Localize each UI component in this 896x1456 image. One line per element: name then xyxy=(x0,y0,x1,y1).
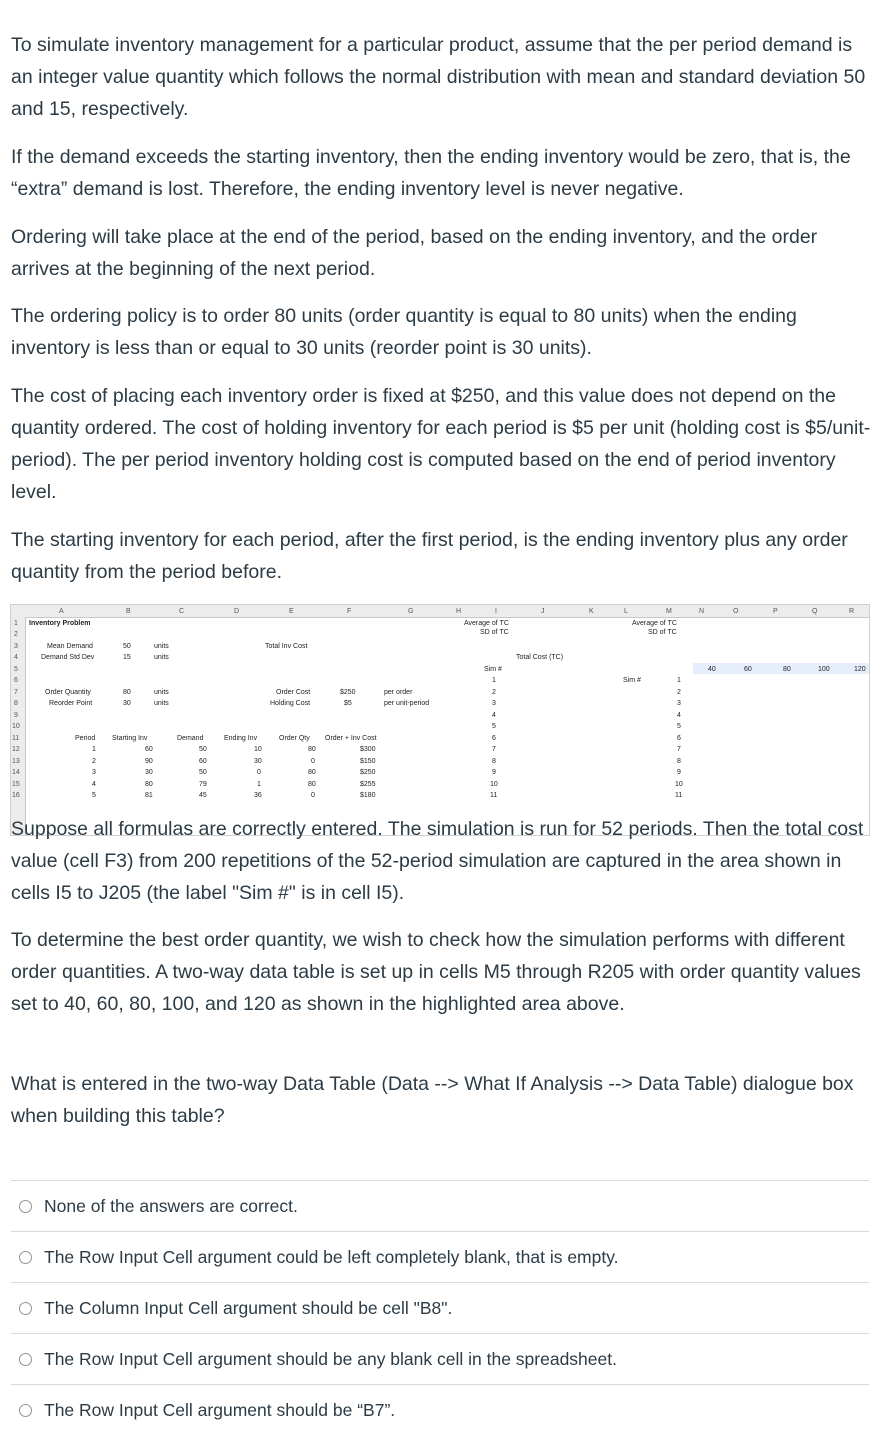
col-letter: O xyxy=(733,608,739,615)
row-number: 16 xyxy=(12,792,20,799)
radio-icon[interactable] xyxy=(19,1353,32,1366)
table-cell: 60 xyxy=(199,758,207,765)
reorder-point-value: 30 xyxy=(123,700,131,707)
sim-number: 4 xyxy=(492,712,496,719)
sim-number: 3 xyxy=(492,700,496,707)
col-letter: A xyxy=(59,608,64,615)
answer-label: The Column Input Cell argument should be cell "B8". xyxy=(44,1297,453,1318)
col-letter: B xyxy=(126,608,131,615)
sim-number: 10 xyxy=(490,781,498,788)
sd-tc-label-2: SD of TC xyxy=(648,629,677,636)
table-cell: $150 xyxy=(360,758,376,765)
col-letter: N xyxy=(699,608,705,615)
sim-number-label-2: Sim # xyxy=(623,677,641,684)
order-qty-header: 40 xyxy=(708,666,716,673)
table-cell: 4 xyxy=(92,781,96,788)
table-cell: 80 xyxy=(308,769,316,776)
radio-icon[interactable] xyxy=(19,1251,32,1264)
mean-demand-label: Mean Demand xyxy=(47,643,93,650)
row-number: 6 xyxy=(14,677,18,684)
sd-tc-label: SD of TC xyxy=(480,629,509,636)
answer-label: The Row Input Cell argument should be “B7”. xyxy=(44,1399,396,1420)
row-number: 11 xyxy=(12,735,20,742)
total-inv-cost-label: Total Inv Cost xyxy=(265,643,308,650)
row-number: 4 xyxy=(14,654,18,661)
mean-demand-value: 50 xyxy=(123,643,131,650)
radio-icon[interactable] xyxy=(19,1404,32,1417)
radio-icon[interactable] xyxy=(19,1302,32,1315)
table-cell: $300 xyxy=(360,746,376,753)
col-letter: R xyxy=(849,608,855,615)
sim-number-2: 5 xyxy=(677,723,681,730)
spreadsheet-image xyxy=(10,604,870,836)
sim-number-2: 10 xyxy=(675,781,683,788)
table-header-demand: Demand xyxy=(177,735,204,742)
row-number: 13 xyxy=(12,758,20,765)
sim-number-2: 11 xyxy=(675,792,683,799)
question-paragraph-1: To simulate inventory management for a particular product, assume that the per period demand is an integer value quantity which follows the normal distribution with mean and standard deviation 50 and 15, respectively. xyxy=(11,34,866,120)
table-header-period: Period xyxy=(75,735,96,742)
table-header-ending-inv: Ending Inv xyxy=(224,735,258,742)
table-cell: 2 xyxy=(92,758,96,765)
table-cell: 50 xyxy=(199,746,207,753)
sheet-title: Inventory Problem xyxy=(29,620,91,627)
row-number: 1 xyxy=(14,620,18,627)
question-paragraph-6: The starting inventory for each period, after the first period, is the ending inventory plus any order quantity from the period before. xyxy=(11,529,848,583)
col-letter: E xyxy=(289,608,294,615)
answer-label: The Row Input Cell argument could be left completely blank, that is empty. xyxy=(44,1246,619,1267)
avg-tc-label: Average of TC xyxy=(464,620,509,627)
table-cell: $255 xyxy=(360,781,376,788)
question-paragraph-7: Suppose all formulas are correctly entered. The simulation is run for 52 periods. Then the total cost value (cell F3) from 200 repetitions of the 52-period simulation are captured in the area shown in cells I5 to J205 (the label "Sim #" is in cell I5). xyxy=(11,818,864,904)
row-number: 3 xyxy=(14,643,18,650)
sim-number-2: 4 xyxy=(677,712,681,719)
sim-number-label: Sim # xyxy=(484,666,502,673)
sim-number-2: 9 xyxy=(677,769,681,776)
col-letter: M xyxy=(666,608,672,615)
col-letter: H xyxy=(456,608,462,615)
table-header-starting-inv: Starting Inv xyxy=(112,735,148,742)
table-cell: 36 xyxy=(254,792,262,799)
col-letter: I xyxy=(495,608,497,615)
order-quantity-label: Order Quantity xyxy=(45,689,91,696)
order-qty-header: 100 xyxy=(818,666,830,673)
row-number: 5 xyxy=(14,666,18,673)
answer-option-2[interactable] xyxy=(11,1231,869,1282)
reorder-point-label: Reorder Point xyxy=(49,700,93,707)
table-cell: 80 xyxy=(308,746,316,753)
sim-number: 9 xyxy=(492,769,496,776)
avg-tc-label-2: Average of TC xyxy=(632,620,677,627)
table-cell: 0 xyxy=(257,769,261,776)
table-cell: $250 xyxy=(360,769,376,776)
sim-number: 6 xyxy=(492,735,496,742)
col-letter: J xyxy=(541,608,545,615)
table-cell: 81 xyxy=(145,792,153,799)
table-cell: 5 xyxy=(92,792,96,799)
sim-number: 5 xyxy=(492,723,496,730)
question-paragraph-3: Ordering will take place at the end of the period, based on the ending inventory, and the order arrives at the beginning of the next period. xyxy=(11,226,818,280)
table-cell: 10 xyxy=(254,746,262,753)
table-cell: 80 xyxy=(308,781,316,788)
row-number: 14 xyxy=(12,769,20,776)
order-qty-header: 120 xyxy=(854,666,866,673)
col-letter: C xyxy=(179,608,185,615)
sim-number-2: 8 xyxy=(677,758,681,765)
table-cell: 0 xyxy=(311,792,315,799)
std-dev-value: 15 xyxy=(123,654,131,661)
answer-option-1[interactable] xyxy=(11,1180,869,1231)
sim-number: 1 xyxy=(492,677,496,684)
question-paragraph-2: If the demand exceeds the starting inventory, then the ending inventory would be zero, that is, the “extra” demand is lost. Therefore, the ending inventory level is never negative. xyxy=(11,146,851,200)
sim-number-2: 1 xyxy=(677,677,681,684)
std-dev-unit: units xyxy=(154,654,169,661)
table-header-order-qty: Order Qty xyxy=(279,735,310,742)
table-cell: 30 xyxy=(254,758,262,765)
row-number: 8 xyxy=(14,700,18,707)
order-quantity-unit: units xyxy=(154,689,169,696)
row-number: 7 xyxy=(14,689,18,696)
table-cell: 80 xyxy=(145,781,153,788)
radio-icon[interactable] xyxy=(19,1200,32,1213)
answer-label: None of the answers are correct. xyxy=(44,1195,298,1216)
table-cell: 1 xyxy=(92,746,96,753)
table-cell: 1 xyxy=(257,781,261,788)
table-cell: 30 xyxy=(145,769,153,776)
question-paragraph-4: The ordering policy is to order 80 units (order quantity is equal to 80 units) when the ending inventory is less than or equal to 30 units (reorder point is 30 units). xyxy=(11,305,797,359)
answer-option-3[interactable] xyxy=(11,1282,869,1333)
row-number: 10 xyxy=(12,723,20,730)
col-letter: Q xyxy=(812,608,818,615)
question-paragraph-5: The cost of placing each inventory order is fixed at $250, and this value does not depend on the quantity ordered. The cost of holding inventory for each period is $5 per unit (holding cost is $5/unit-period). The per period inventory holding cost is computed based on the end of period inventory level. xyxy=(11,385,871,503)
order-quantity-value: 80 xyxy=(123,689,131,696)
table-cell: 60 xyxy=(145,746,153,753)
order-qty-header: 60 xyxy=(744,666,752,673)
row-number: 12 xyxy=(12,746,20,753)
sim-number: 7 xyxy=(492,746,496,753)
row-number: 9 xyxy=(14,712,18,719)
col-letter: D xyxy=(234,608,240,615)
order-cost-label: Order Cost xyxy=(276,689,311,696)
question-paragraph-8: To determine the best order quantity, we wish to check how the simulation performs with different order quantities. A two-way data table is set up in cells M5 through R205 with order quantity values set to 40, 60, 80, 100, and 120 as shown in the highlighted area above. xyxy=(11,929,861,1015)
col-letter: K xyxy=(589,608,594,615)
question-prompt: What is entered in the two-way Data Table (Data --> What If Analysis --> Data Table) dialogue box when building this table? xyxy=(11,1073,854,1127)
column-header-bar xyxy=(11,605,869,618)
sim-number: 8 xyxy=(492,758,496,765)
answer-list xyxy=(11,1180,869,1435)
sim-number: 11 xyxy=(490,792,498,799)
holding-cost-unit: per unit-period xyxy=(384,700,430,707)
total-cost-tc-label: Total Cost (TC) xyxy=(516,654,564,661)
col-letter: P xyxy=(773,608,778,615)
answer-option-5[interactable] xyxy=(11,1384,869,1435)
col-letter: L xyxy=(624,608,628,615)
mean-demand-unit: units xyxy=(154,643,169,650)
order-qty-highlight xyxy=(693,663,869,674)
col-letter: F xyxy=(347,608,352,615)
sim-number-2: 6 xyxy=(677,735,681,742)
col-letter: G xyxy=(408,608,414,615)
table-cell: 50 xyxy=(199,769,207,776)
holding-cost-value: $5 xyxy=(344,700,352,707)
table-cell: 79 xyxy=(199,781,207,788)
answer-label: The Row Input Cell argument should be any blank cell in the spreadsheet. xyxy=(44,1348,617,1369)
table-cell: $180 xyxy=(360,792,376,799)
table-cell: 3 xyxy=(92,769,96,776)
std-dev-label: Demand Std Dev xyxy=(41,654,95,661)
table-cell: 90 xyxy=(145,758,153,765)
sim-number-2: 2 xyxy=(677,689,681,696)
sim-number-2: 7 xyxy=(677,746,681,753)
sim-number: 2 xyxy=(492,689,496,696)
row-number: 2 xyxy=(14,631,18,638)
order-cost-unit: per order xyxy=(384,689,413,696)
table-cell: 45 xyxy=(199,792,207,799)
sim-number-2: 3 xyxy=(677,700,681,707)
order-qty-header: 80 xyxy=(783,666,791,673)
table-header-order-inv-cost: Order + Inv Cost xyxy=(325,735,377,742)
reorder-point-unit: units xyxy=(154,700,169,707)
holding-cost-label: Holding Cost xyxy=(270,700,311,707)
table-cell: 0 xyxy=(311,758,315,765)
order-cost-value: $250 xyxy=(340,689,356,696)
answer-option-4[interactable] xyxy=(11,1333,869,1384)
row-number: 15 xyxy=(12,781,20,788)
